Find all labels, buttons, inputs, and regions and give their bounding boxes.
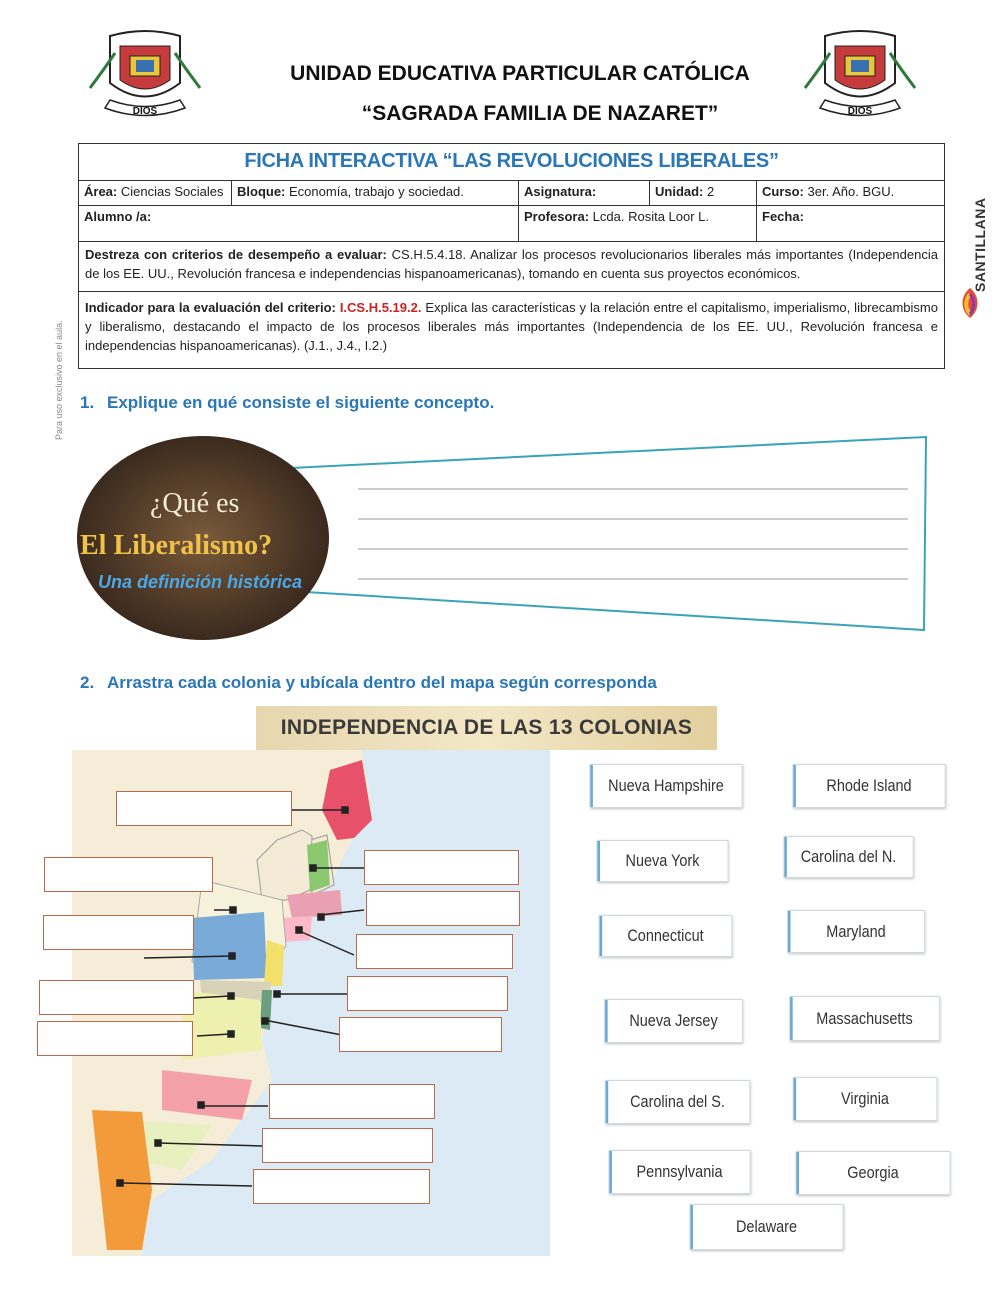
chip-nueva-jersey[interactable]: Nueva Jersey — [604, 999, 743, 1043]
map-title: INDEPENDENCIA DE LAS 13 COLONIAS — [256, 706, 717, 750]
destreza-text: Destreza con criterios de desempeño a evaluar: CS.H.5.4.18. Analizar los procesos revolucionarios liberales más importantes (Independencia de los EE. UU., Revolución francesa e independencias hispanoamericanas), tomando en cuenta sus proyectos económicos. — [85, 247, 938, 281]
svg-text:DIOS: DIOS — [847, 106, 873, 117]
meta-row-1 — [79, 181, 944, 206]
santillana-logo-icon — [956, 286, 984, 320]
chip-massachusetts[interactable]: Massachusetts — [789, 996, 939, 1041]
drop-target-2[interactable] — [44, 857, 213, 892]
curso-cell: Curso: 3er. Año. BGU. — [762, 184, 895, 199]
chip-virginia[interactable]: Virginia — [793, 1077, 938, 1121]
question-2-text: Arrastra cada colonia y ubícala dentro del mapa según corresponda — [107, 673, 657, 692]
chip-connecticut[interactable]: Connecticut — [599, 915, 732, 957]
school-name-line2: “SAGRADA FAMILIA DE NAZARET” — [361, 102, 719, 125]
drop-target-1[interactable] — [116, 791, 292, 826]
drop-target-11[interactable] — [269, 1084, 435, 1119]
indicador-row — [79, 292, 944, 369]
ficha-title-row — [79, 144, 944, 181]
school-crest-left — [80, 28, 210, 123]
drop-target-13[interactable] — [253, 1169, 430, 1204]
chip-georgia[interactable]: Georgia — [796, 1151, 951, 1195]
drop-target-7[interactable] — [347, 976, 508, 1011]
alumno-cell[interactable]: Alumno /a: — [79, 206, 519, 241]
chip-delaware[interactable]: Delaware — [690, 1204, 844, 1250]
liberalism-image-line2: El Liberalismo? — [80, 530, 273, 561]
ficha-title: FICHA INTERACTIVA “LAS REVOLUCIONES LIBERALES” — [244, 150, 779, 172]
drop-target-9[interactable] — [339, 1017, 502, 1052]
unidad-cell: Unidad: 2 — [650, 181, 757, 205]
drop-target-5[interactable] — [43, 915, 194, 950]
drop-target-6[interactable] — [356, 934, 513, 969]
drop-target-4[interactable] — [366, 891, 520, 926]
map-nj — [264, 940, 284, 986]
drop-target-12[interactable] — [262, 1128, 433, 1163]
map-pennsylvania — [192, 912, 267, 980]
school-name-line1: UNIDAD EDUCATIVA PARTICULAR CATÓLICA — [290, 62, 750, 85]
fecha-cell[interactable]: Fecha: — [762, 209, 804, 224]
asignatura-cell: Asignatura: — [519, 181, 650, 205]
area-cell: Área: Ciencias Sociales — [79, 181, 232, 205]
chip-carolina-del-n[interactable]: Carolina del N. — [783, 836, 913, 878]
indicador-text: Indicador para la evaluación del criterio: I.CS.H.5.19.2. Explica las características y la relación entre el capitalismo, imperialismo, librecambismo y liberalismo, destacando el impacto de los procesos liberales más importantes (Independencia de los EE. UU., Revolución francesa e independencias hispanoamericanas). (J.1., J.4., I.2.) — [85, 300, 938, 353]
liberalism-image-line3: Una definición histórica — [98, 572, 303, 592]
drop-target-3[interactable] — [364, 850, 519, 885]
side-note: Para uso exclusivo en el aula. — [54, 320, 64, 440]
chip-nueva-york[interactable]: Nueva York — [597, 840, 729, 882]
question-2-number: 2. — [80, 673, 95, 692]
liberalism-image-line1: ¿Qué es — [150, 488, 240, 519]
map-virginia — [182, 990, 262, 1060]
svg-text:DIOS: DIOS — [132, 106, 158, 117]
chip-carolina-del-s[interactable]: Carolina del S. — [605, 1080, 750, 1124]
chip-nueva-hampshire[interactable]: Nueva Hampshire — [590, 764, 743, 808]
info-table — [78, 143, 945, 369]
profesora-cell: Profesora: Lcda. Rosita Loor L. — [519, 206, 757, 241]
chip-pennsylvania[interactable]: Pennsylvania — [609, 1150, 751, 1194]
bloque-cell: Bloque: Economía, trabajo y sociedad. — [232, 181, 519, 205]
brand-santillana: SANTILLANA — [972, 197, 988, 292]
question-1-text: Explique en qué consiste el siguiente concepto. — [107, 393, 495, 412]
destreza-row — [79, 242, 944, 292]
question-1-number: 1. — [80, 393, 95, 412]
chip-rhode-island[interactable]: Rhode Island — [793, 764, 946, 808]
drop-target-8[interactable] — [39, 980, 194, 1015]
drop-target-10[interactable] — [37, 1021, 193, 1056]
chip-maryland[interactable]: Maryland — [787, 910, 925, 953]
meta-row-2 — [79, 206, 944, 242]
